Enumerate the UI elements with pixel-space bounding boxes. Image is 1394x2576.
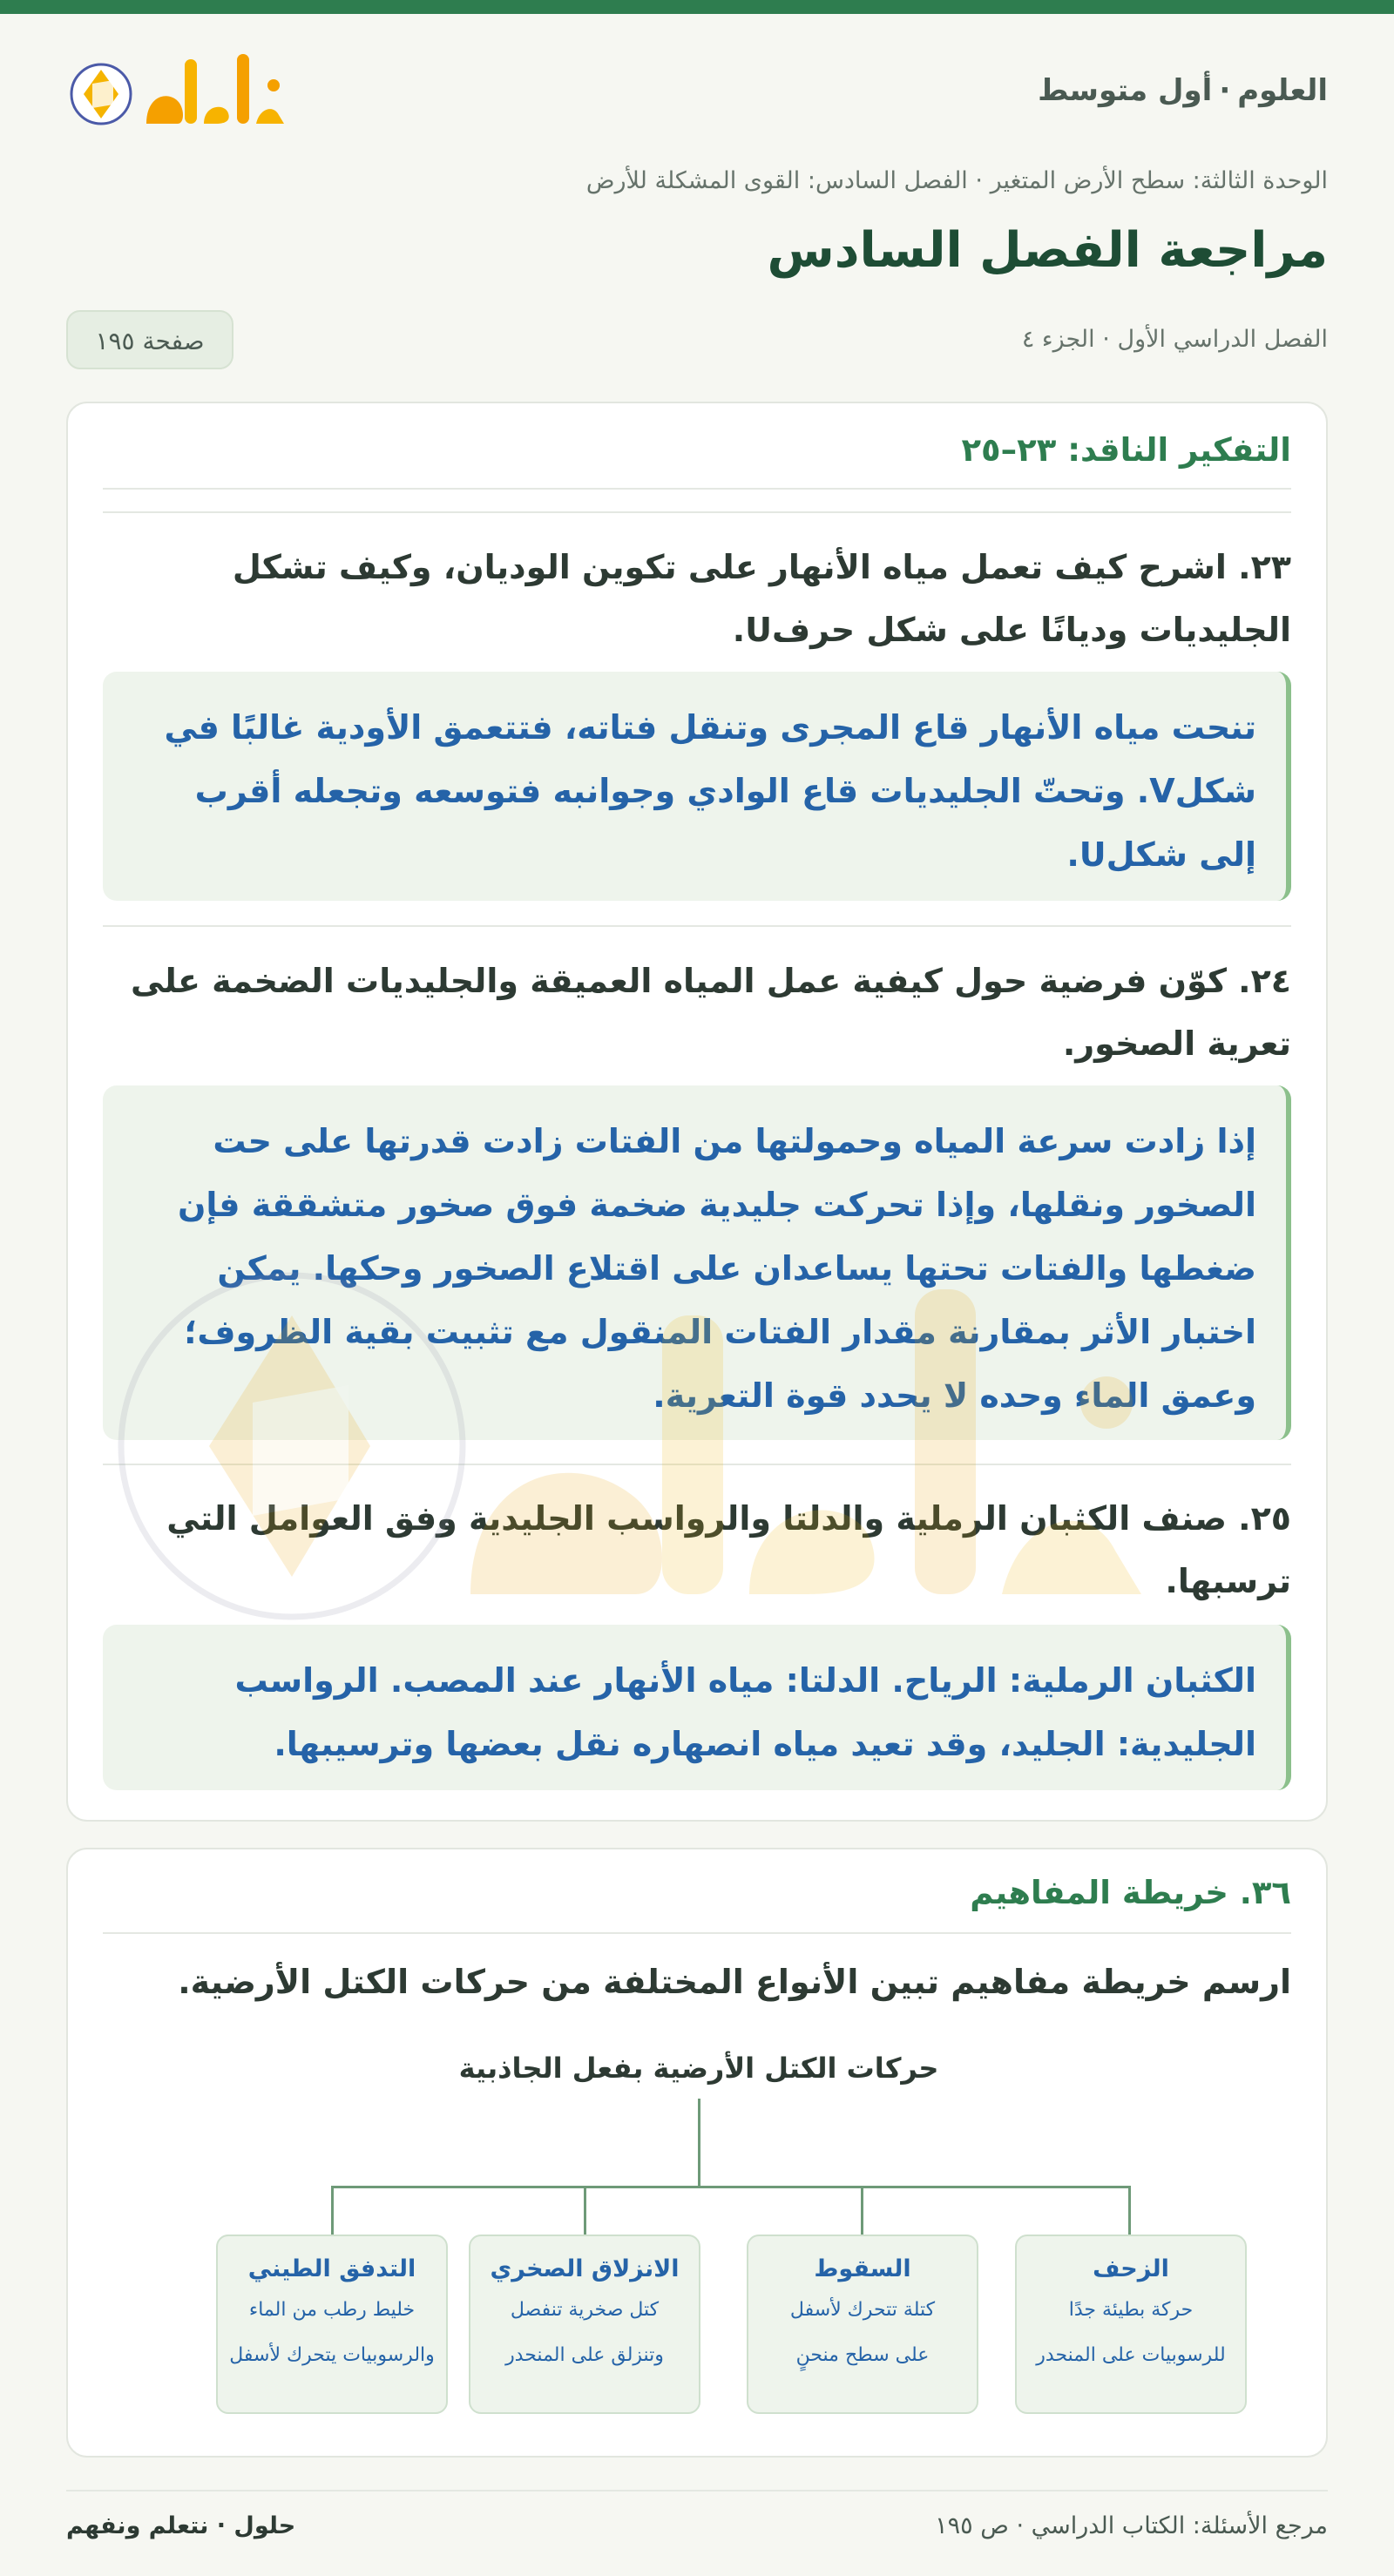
- concept-map-diagram: [103, 2024, 1295, 2416]
- answer-23: تنحت مياه الأنهار قاع المجرى وتنقل فتاته، فتتعمق الأودية غالبًا في شكلV. وتحتّ الجليديات قاع الوادي وجوانبه فتوسعه وتجعله أقرب إلى شكلU.: [103, 672, 1291, 901]
- connector-line: [331, 2186, 334, 2235]
- page-number-badge: صفحة ١٩٥: [66, 310, 233, 369]
- concept-node-desc: على سطح منحنٍ: [795, 2344, 930, 2366]
- question-23: ٢٣. اشرح كيف تعمل مياه الأنهار على تكوين الوديان، وكيف تشكل الجليديات وديانًا على شكل حرفU.: [232, 548, 1291, 649]
- concept-map-prompt: ارسم خريطة مفاهيم تبين الأنواع المختلفة من حركات الكتل الأرضية.: [178, 1963, 1291, 2001]
- page-header: [66, 44, 1328, 139]
- connector-line: [861, 2186, 863, 2235]
- app-logo[interactable]: [66, 44, 301, 139]
- concept-node-desc: والرسوبيات يتحرك لأسفل: [229, 2344, 435, 2366]
- answer-25: الكثبان الرملية: الرياح. الدلتا: مياه الأنهار عند المصب. الرواسب الجليدية: الجليد، وقد تعيد مياه انصهاره نقل بعضها وترسيبها.: [103, 1625, 1291, 1790]
- page-title: مراجعة الفصل السادس: [767, 222, 1328, 279]
- section-divider: [103, 1932, 1291, 1934]
- logo-wordmark: [146, 54, 284, 124]
- connector-line: [1128, 2186, 1131, 2235]
- concept-node-title: التدفق الطيني: [247, 2255, 416, 2282]
- footer-divider: [66, 2490, 1328, 2491]
- question-divider: [103, 925, 1291, 927]
- subject-grade-label: [1038, 73, 1328, 108]
- breadcrumb-unit[interactable]: الوحدة الثالثة: سطح الأرض المتغير: [990, 167, 1328, 194]
- concept-node-desc: وتنزلق على المنحدر: [505, 2344, 664, 2366]
- section-title-critical-thinking: التفكير الناقد: ٢٣–٢٥: [961, 431, 1291, 469]
- concept-node-title: الانزلاق الصخري: [490, 2255, 680, 2282]
- term-separator: ·: [1102, 326, 1110, 353]
- book-icon: [71, 64, 131, 124]
- concept-node-desc: كتلة تتحرك لأسفل: [789, 2299, 936, 2321]
- connector-line: [584, 2186, 586, 2235]
- section-divider: [103, 488, 1291, 490]
- question-24: ٢٤. كوّن فرضية حول كيفية عمل المياه العميقة والجليديات الضخمة على تعرية الصخور.: [131, 962, 1291, 1063]
- term-info: [1022, 326, 1328, 353]
- question-divider: [103, 1464, 1291, 1465]
- footer-brand[interactable]: حلول · نتعلم ونفهم: [66, 2512, 296, 2539]
- concept-node-mudflow: [216, 2235, 448, 2414]
- concept-node-desc: للرسوبيات على المنحدر: [1036, 2344, 1226, 2366]
- answer-24: إذا زادت سرعة المياه وحمولتها من الفتات زادت قدرتها على حت الصخور ونقلها، وإذا تحركت جليدية ضخمة فوق صخور متشققة فإن ضغطها والفتات تحتها يساعدان على اقتلاع الصخور وحكها. يمكن اختبار الأثر بمقارنة مقدار الفتات المنقول مع تثبيت بقية الظروف؛ وعمق الماء وحده لا يحدد قوة التعرية.: [103, 1085, 1291, 1440]
- concept-node-creep: [1015, 2235, 1247, 2414]
- breadcrumb-chapter[interactable]: الفصل السادس: القوى المشكلة للأرض: [585, 167, 968, 194]
- concept-node-title: الزحف: [1093, 2255, 1169, 2282]
- breadcrumb: [586, 167, 1328, 194]
- question-25: ٢٥. صنف الكثبان الرملية والدلتا والرواسب الجليدية وفق العوامل التي ترسبها.: [166, 1499, 1291, 1600]
- concept-node-desc: حركة بطيئة جدًا: [1068, 2299, 1194, 2321]
- concept-node-desc: خليط رطب من الماء: [248, 2299, 416, 2321]
- connector-line: [698, 2099, 700, 2187]
- connector-line: [331, 2186, 1131, 2188]
- footer-reference: مرجع الأسئلة: الكتاب الدراسي · ص ١٩٥: [935, 2512, 1328, 2539]
- critical-thinking-card: [66, 402, 1328, 1822]
- concept-node-slump: [747, 2235, 978, 2414]
- subject-label: العلوم: [1237, 73, 1328, 108]
- separator-dot: ·: [1219, 73, 1231, 108]
- section-title-concept-map: ٣٦. خريطة المفاهيم: [970, 1874, 1291, 1911]
- part-label: الجزء ٤: [1021, 326, 1095, 353]
- concept-node-desc: كتل صخرية تنفصل: [510, 2299, 660, 2321]
- top-accent-bar: [0, 0, 1394, 14]
- breadcrumb-separator: ·: [975, 167, 983, 194]
- concept-map-card: [66, 1848, 1328, 2458]
- concept-node-rockslide: [469, 2235, 700, 2414]
- section-divider: [103, 511, 1291, 513]
- concept-map-root: حركات الكتل الأرضية بفعل الجاذبية: [458, 2052, 939, 2085]
- concept-node-title: السقوط: [814, 2255, 911, 2282]
- semester-label: الفصل الدراسي الأول: [1117, 326, 1328, 353]
- grade-label: أول متوسط: [1038, 73, 1213, 108]
